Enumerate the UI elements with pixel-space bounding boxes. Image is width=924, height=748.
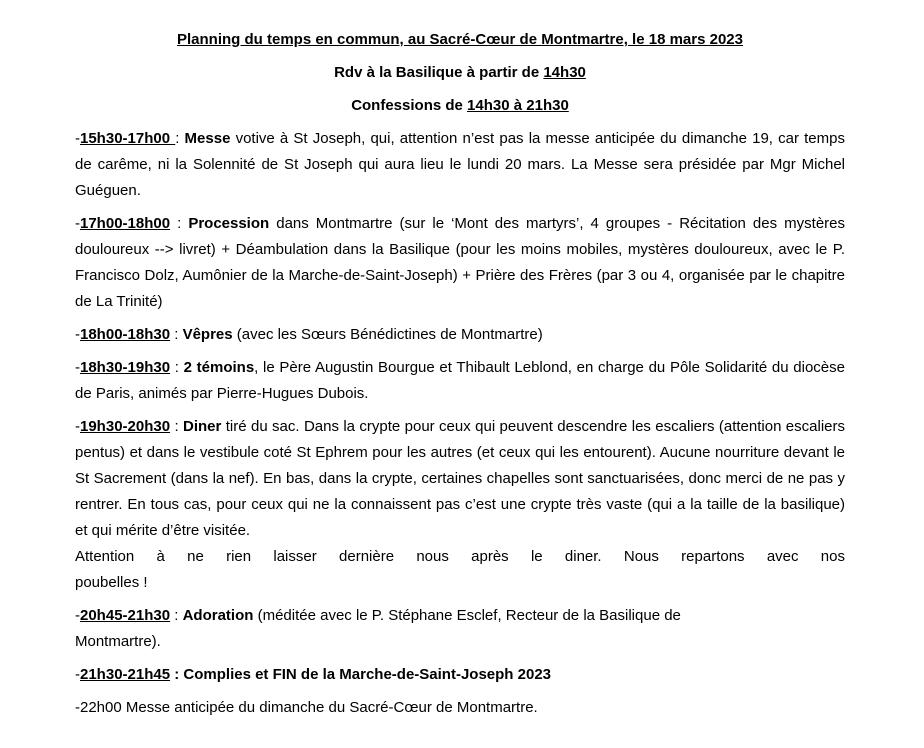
separator: : (170, 418, 184, 435)
schedule-item-procession (75, 211, 845, 315)
event-keyword: Vêpres (182, 326, 233, 343)
time-range: 21h30-21h45 (80, 666, 171, 683)
event-description-line2: Attention à ne rien laisser dernière nous après le diner. Nous repartons avec nos (75, 548, 845, 565)
header-confessions-line (75, 93, 845, 119)
separator: : (170, 215, 189, 232)
time-range: 17h00-18h00 (80, 215, 171, 232)
dash: - (75, 359, 80, 376)
rdv-prefix: Rdv à la Basilique à partir de (334, 64, 544, 81)
time-range: 18h30-19h30 (80, 359, 171, 376)
event-description: -22h00 Messe anticipée du dimanche du Sacré-Cœur de Montmartre. (75, 699, 538, 716)
separator: : (170, 607, 183, 624)
schedule-item-messe (75, 126, 845, 204)
event-description: dans Montmartre (sur le ‘Mont des martyrs’, 4 groupes - Récitation des mystères douloureux --> livret) + Déambulation dans la Basilique (pour les moins mobiles, mystères douloureux, avec le P. Francisco Dolz, Aumônier de la Marche-de-Saint-Joseph) + Prière des Frères (par 3 ou 4, organisée par le chapitre de La Trinité) (75, 215, 845, 310)
schedule-item-vepres (75, 322, 845, 348)
separator: : (170, 359, 184, 376)
rdv-time: 14h30 (543, 64, 586, 81)
schedule-item-adoration (75, 603, 845, 655)
event-keyword: 2 témoins (183, 359, 255, 376)
schedule-item-complies (75, 662, 845, 688)
time-range: 15h30-17h00 (80, 130, 176, 147)
time-range: 20h45-21h30 (80, 607, 171, 624)
separator: : (170, 666, 184, 683)
event-keyword: Procession (188, 215, 270, 232)
event-description: votive à St Joseph, qui, attention n’est pas la messe anticipée du dimanche 19, car temps de carême, ni la Solennité de St Joseph qui aura lieu le lundi 20 mars. La Messe sera présidée par Mgr Michel Guéguen. (75, 130, 845, 199)
schedule-item-temoins (75, 355, 845, 407)
confessions-time: 14h30 à 21h30 (467, 97, 569, 114)
event-description-line3: poubelles ! (75, 574, 148, 591)
event-keyword: Diner (183, 418, 222, 435)
schedule-item-diner (75, 414, 845, 596)
time-range: 19h30-20h30 (80, 418, 171, 435)
separator: : (170, 326, 183, 343)
schedule-item-messe-anticipee (75, 695, 845, 721)
header-rdv-line (75, 60, 845, 86)
event-keyword: Messe (184, 130, 231, 147)
event-description: (méditée avec le P. Stéphane Esclef, Recteur de la Basilique de (253, 607, 681, 624)
document-title (75, 27, 845, 53)
separator: : (175, 130, 185, 147)
dash: - (75, 130, 80, 147)
document-title-text: Planning du temps en commun, au Sacré-Cœur de Montmartre, le 18 mars 2023 (177, 31, 743, 48)
confessions-prefix: Confessions de (351, 97, 468, 114)
time-range: 18h00-18h30 (80, 326, 171, 343)
event-keyword: Adoration (182, 607, 254, 624)
dash: - (75, 326, 80, 343)
dash: - (75, 666, 80, 683)
event-description: tiré du sac. Dans la crypte pour ceux qui peuvent descendre les escaliers (attention escaliers pentus) et dans le vestibule coté St Ephrem pour les autres (et ceux qui les entourent). Aucune nourriture devant le St Sacrement (dans la nef). En bas, dans la crypte, certaines chapelles sont sanctuarisées, donc merci de ne pas y rentrer. En tous cas, pour ceux qui ne la connaissent pas c’est une crypte très vaste (qui a la taille de la basilique) et qui mérite d’être visitée. (75, 418, 845, 539)
event-description: (avec les Sœurs Bénédictines de Montmartre) (232, 326, 543, 343)
dash: - (75, 607, 80, 624)
dash: - (75, 215, 80, 232)
dash: - (75, 418, 80, 435)
event-description: Complies et FIN de la Marche-de-Saint-Joseph 2023 (183, 666, 552, 683)
event-description: , le Père Augustin Bourgue et Thibault Leblond, en charge du Pôle Solidarité du diocèse de Paris, animés par Pierre-Hugues Dubois. (75, 359, 845, 402)
event-description-line2: Montmartre). (75, 633, 161, 650)
